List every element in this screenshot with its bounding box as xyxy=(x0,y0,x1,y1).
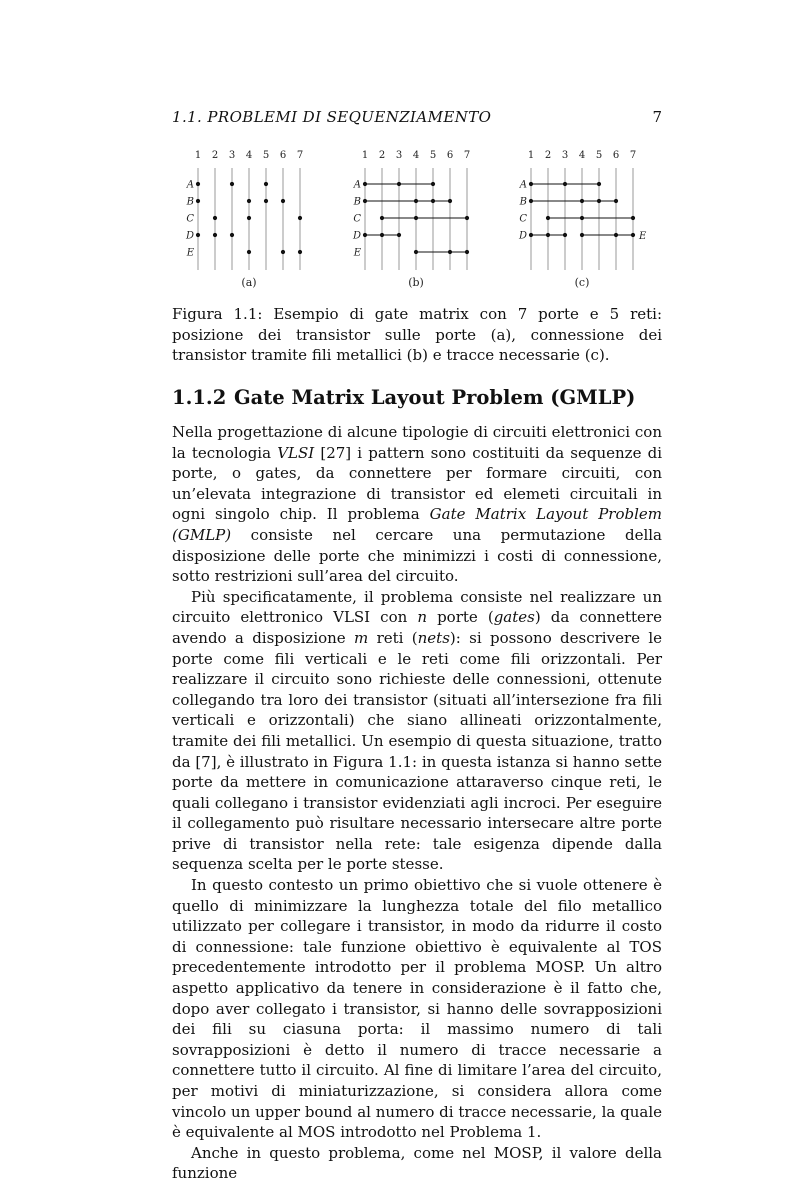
section-number: 1.1.2 xyxy=(172,386,227,409)
transistor-dot xyxy=(213,233,217,237)
transistor-dot xyxy=(597,182,601,186)
transistor-dot xyxy=(414,250,418,254)
port-number-label: 7 xyxy=(629,150,637,161)
net-label: D xyxy=(185,230,194,242)
port-number-label: 4 xyxy=(578,150,586,161)
port-number-label: 6 xyxy=(612,150,620,161)
transistor-dot xyxy=(363,182,367,186)
transistor-dot xyxy=(614,199,618,203)
port-number-label: 5 xyxy=(262,150,270,161)
transistor-dot xyxy=(196,182,200,186)
transistor-dot xyxy=(247,216,251,220)
page-number: 7 xyxy=(652,108,662,126)
transistor-dot xyxy=(213,216,217,220)
transistor-dot xyxy=(448,250,452,254)
net-label: A xyxy=(353,179,361,191)
port-number-label: 2 xyxy=(378,150,386,161)
transistor-dot xyxy=(631,233,635,237)
paragraph: Più specificatamente, il problema consiste nel realizzare un circuito elettronico VLSI con n porte (gates) da connettere avendo a disposizione m reti (nets): si possono descrivere le porte come fili verticali e le reti come fili orizzontali. Per realizzare il circuito sono richieste delle connessioni, ottenute collegando tra loro dei transistor (situati all’intersezione fra fili verticali e orizzontali) che siano allineati orizzontalmente, tramite dei fili metallici. Un esempio di questa situazione, tratto da [7], è illustrato in Figura 1.1: in questa istanza si hanno sette porte da mettere in comunicazione attaraverso cinque reti, le quali collegano i transistor evidenziati agli incroci. Per eseguire il collegamento può risultare necessario intersecare altre porte prive di transistor nella rete: tale esigenza dipende dalla sequenza scelta per le porte stesse. xyxy=(172,587,662,874)
net-label: C xyxy=(186,213,194,225)
paragraph: Anche in questo problema, come nel MOSP, il valore della funzione xyxy=(172,1143,662,1183)
port-number-label: 5 xyxy=(595,150,603,161)
port-number-label: 2 xyxy=(211,150,219,161)
paragraph: In questo contesto un primo obiettivo che si vuole ottenere è quello di minimizzare la lunghezza totale del filo metallico utilizzato per collegare i transistor, in modo da ridurre il costo di connessione: tale funzione obiettivo è equivalente al TOS precedentemente introdotto per il problema MOSP. Un altro aspetto applicativo da tenere in considerazione è il fatto che, dopo aver collegato i transistor, si hanno delle sovrapposizioni dei fili su ciasuna porta: il massimo numero di tali sovrapposizioni è detto il numero di tracce necessarie a connettere tutto il circuito. Al fine di limitare l’area del circuito, per motivi di miniaturizzazione, si considera allora come vincolo un upper bound al numero di tracce necessarie, la quale è equivalente al MOS introdotto nel Problema 1. xyxy=(172,876,662,1142)
transistor-dot xyxy=(580,233,584,237)
net-label: D xyxy=(352,230,361,242)
transistor-dot xyxy=(465,250,469,254)
transistor-dot xyxy=(230,233,234,237)
port-number-label: 6 xyxy=(279,150,287,161)
transistor-dot xyxy=(196,199,200,203)
transistor-dot xyxy=(529,182,533,186)
port-number-label: 6 xyxy=(446,150,454,161)
section-heading xyxy=(172,386,662,409)
net-label: B xyxy=(353,196,361,208)
running-title: 1.1. PROBLEMI DI SEQUENZIAMENTO xyxy=(172,108,492,126)
gate-matrix-figure xyxy=(172,146,662,296)
transistor-dot xyxy=(298,216,302,220)
net-label: C xyxy=(519,213,527,225)
transistor-dot xyxy=(431,182,435,186)
transistor-dot xyxy=(380,233,384,237)
port-number-label: 3 xyxy=(228,150,236,161)
transistor-dot xyxy=(431,199,435,203)
port-number-label: 1 xyxy=(361,150,369,161)
transistor-dot xyxy=(230,182,234,186)
net-label: A xyxy=(519,179,527,191)
transistor-dot xyxy=(397,182,401,186)
transistor-dot xyxy=(580,199,584,203)
transistor-dot xyxy=(281,199,285,203)
transistor-dot xyxy=(298,250,302,254)
net-label: E xyxy=(639,231,647,242)
port-number-label: 1 xyxy=(527,150,535,161)
transistor-dot xyxy=(264,199,268,203)
transistor-dot xyxy=(247,250,251,254)
transistor-dot xyxy=(563,233,567,237)
port-number-label: 7 xyxy=(463,150,471,161)
section-title: Gate Matrix Layout Problem (GMLP) xyxy=(234,386,636,409)
transistor-dot xyxy=(465,216,469,220)
net-label: A xyxy=(186,179,194,191)
transistor-dot xyxy=(631,216,635,220)
transistor-dot xyxy=(397,233,401,237)
port-number-label: 3 xyxy=(395,150,403,161)
page-header xyxy=(172,108,662,128)
paragraph: Nella progettazione di alcune tipologie di circuiti elettronici con la tecnologia VLSI [27] i pattern sono costituiti da sequenze di porte, o gates, da connettere per formare circuiti, con un’elevata integrazione di transistor ed elemeti circuitali in ogni singolo chip. Il problema Gate Matrix Layout Problem (GMLP) consiste nel cercare una permutazione della disposizione delle porte che minimizzi i costi di connessione, sotto restrizioni sull’area del circuito. xyxy=(172,423,663,586)
port-number-label: 3 xyxy=(561,150,569,161)
transistor-dot xyxy=(264,182,268,186)
body-text xyxy=(172,422,662,1184)
panel-label: (c) xyxy=(574,276,590,289)
net-label: E xyxy=(353,247,361,259)
transistor-dot xyxy=(580,216,584,220)
net-label: B xyxy=(519,196,527,208)
transistor-dot xyxy=(597,199,601,203)
panel-label: (b) xyxy=(408,276,424,289)
net-label: D xyxy=(518,230,527,242)
transistor-dot xyxy=(380,216,384,220)
port-number-label: 2 xyxy=(544,150,552,161)
transistor-dot xyxy=(546,216,550,220)
transistor-dot xyxy=(363,199,367,203)
transistor-dot xyxy=(363,233,367,237)
panel-label: (a) xyxy=(241,276,257,289)
transistor-dot xyxy=(529,199,533,203)
transistor-dot xyxy=(546,233,550,237)
transistor-dot xyxy=(247,199,251,203)
transistor-dot xyxy=(529,233,533,237)
figure-caption: Figura 1.1: Esempio di gate matrix con 7 porte e 5 reti: posizione dei transistor sulle porte (a), connessione dei transistor tramite fili metallici (b) e tracce necessarie (c). xyxy=(172,305,662,364)
transistor-dot xyxy=(414,199,418,203)
transistor-dot xyxy=(196,233,200,237)
port-number-label: 1 xyxy=(194,150,202,161)
transistor-dot xyxy=(614,233,618,237)
transistor-dot xyxy=(563,182,567,186)
port-number-label: 4 xyxy=(245,150,253,161)
transistor-dot xyxy=(281,250,285,254)
net-label: C xyxy=(353,213,361,225)
port-number-label: 4 xyxy=(412,150,420,161)
port-number-label: 7 xyxy=(296,150,304,161)
net-label: B xyxy=(186,196,194,208)
port-number-label: 5 xyxy=(429,150,437,161)
net-label: E xyxy=(186,247,194,259)
transistor-dot xyxy=(414,216,418,220)
transistor-dot xyxy=(448,199,452,203)
